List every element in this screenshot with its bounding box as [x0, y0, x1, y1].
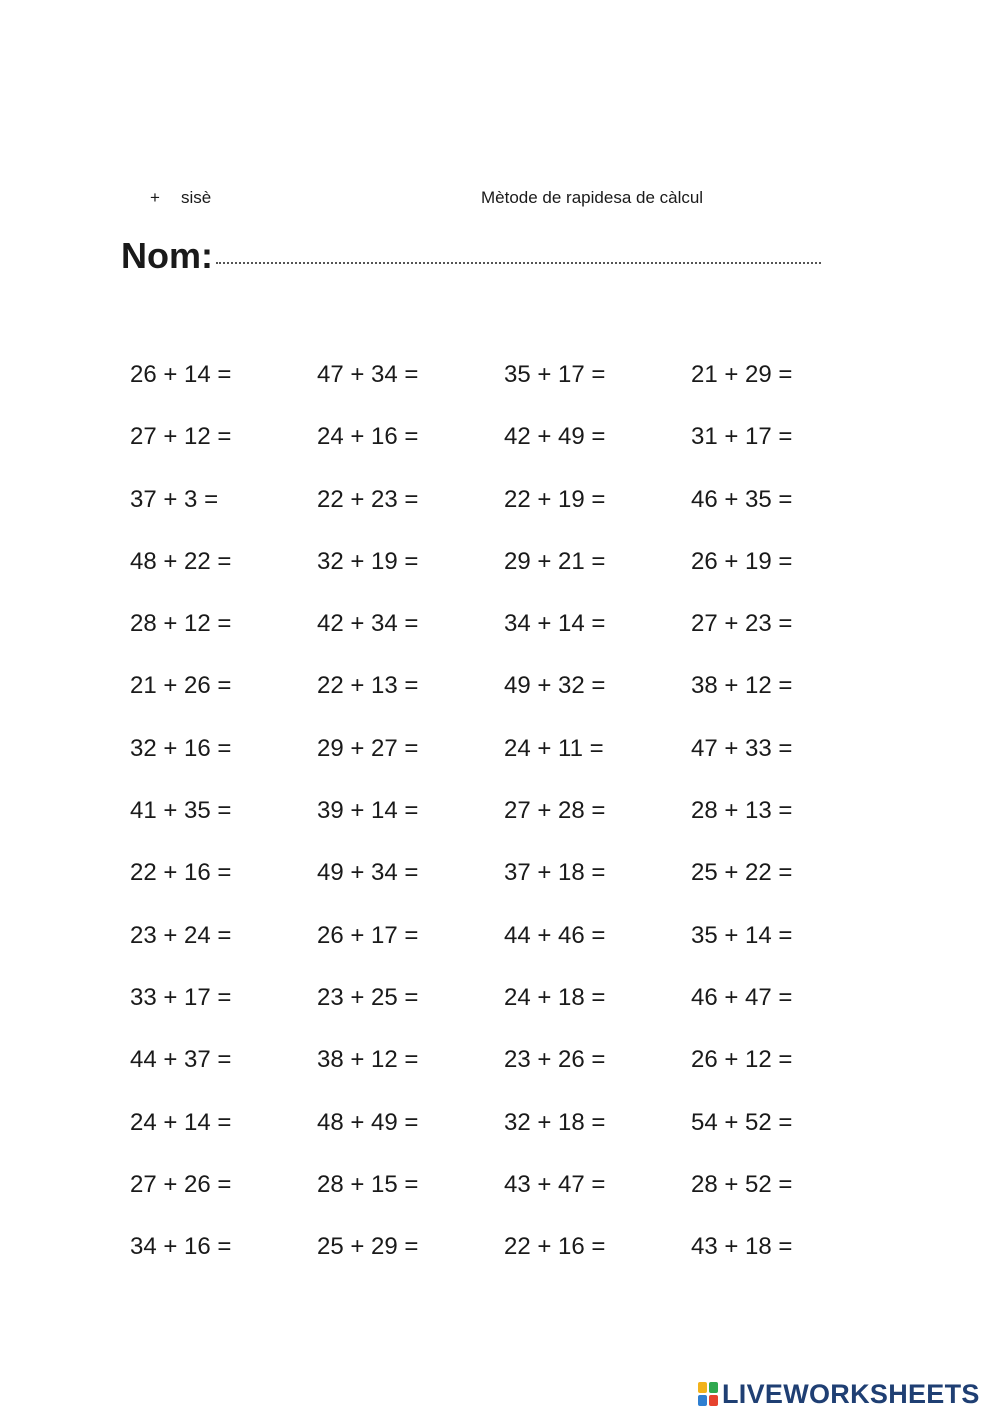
- name-dotted-line[interactable]: [216, 262, 821, 264]
- liveworksheets-logo: [697, 1378, 980, 1410]
- name-field: [121, 236, 821, 276]
- addition-problem: 44 + 46 =: [504, 921, 606, 949]
- plus-symbol: +: [150, 188, 160, 207]
- addition-problem: 31 + 17 =: [691, 423, 793, 451]
- addition-problem: 34 + 16 =: [130, 1233, 232, 1261]
- addition-problem: 34 + 14 =: [504, 610, 606, 638]
- addition-problem: 26 + 19 =: [691, 547, 793, 575]
- addition-problem: 21 + 29 =: [691, 361, 793, 388]
- addition-problem: 25 + 29 =: [317, 1233, 419, 1261]
- addition-problem: 24 + 11 =: [504, 734, 604, 762]
- addition-problem: 32 + 18 =: [504, 1108, 606, 1136]
- addition-problem: 41 + 35 =: [130, 797, 232, 825]
- addition-problem: 37 + 3 =: [130, 485, 219, 513]
- addition-problem: 24 + 16 =: [317, 423, 419, 451]
- addition-problem: 22 + 16 =: [130, 859, 232, 887]
- problem-grid: [130, 358, 890, 1292]
- addition-problem: 28 + 13 =: [691, 797, 793, 825]
- addition-problem: 28 + 52 =: [691, 1170, 793, 1198]
- addition-problem: 48 + 49 =: [317, 1108, 419, 1136]
- logo-text: LIVEWORKSHEETS: [722, 1379, 980, 1409]
- addition-problem: 27 + 28 =: [504, 797, 606, 825]
- addition-problem: 24 + 14 =: [130, 1108, 232, 1136]
- addition-problem: 26 + 14 =: [130, 361, 232, 388]
- addition-problem: 37 + 18 =: [504, 859, 606, 887]
- addition-problem: 38 + 12 =: [317, 1046, 419, 1074]
- addition-problem: 35 + 14 =: [691, 921, 793, 949]
- addition-problem: 27 + 12 =: [130, 423, 232, 451]
- grade-level: sisè: [181, 188, 212, 207]
- worksheet-title: Mètode de rapidesa de càlcul: [481, 188, 704, 207]
- addition-problem: 44 + 37 =: [130, 1046, 232, 1074]
- addition-problem: 48 + 22 =: [130, 547, 232, 575]
- addition-problem: 23 + 25 =: [317, 983, 419, 1011]
- logo-mark-icon: [697, 1381, 719, 1407]
- addition-problem: 47 + 33 =: [691, 734, 793, 762]
- addition-problem: 27 + 23 =: [691, 610, 793, 638]
- addition-problem: 25 + 22 =: [691, 859, 793, 887]
- addition-problem: 43 + 18 =: [691, 1233, 793, 1261]
- addition-problem: 46 + 35 =: [691, 485, 793, 513]
- addition-problem: 29 + 21 =: [504, 547, 606, 575]
- addition-problem: 39 + 14 =: [317, 797, 419, 825]
- name-label: Nom:: [121, 235, 213, 276]
- logo-square: [709, 1395, 718, 1406]
- logo-square: [698, 1382, 707, 1393]
- addition-problem: 49 + 34 =: [317, 859, 419, 887]
- addition-problem: 35 + 17 =: [504, 361, 606, 388]
- addition-problem: 26 + 12 =: [691, 1046, 793, 1074]
- addition-problem: 49 + 32 =: [504, 672, 606, 700]
- addition-problem: 32 + 19 =: [317, 547, 419, 575]
- addition-problem: 22 + 13 =: [317, 672, 419, 700]
- addition-problem: 28 + 15 =: [317, 1170, 419, 1198]
- addition-problem: 46 + 47 =: [691, 983, 793, 1011]
- addition-problem: 22 + 19 =: [504, 485, 606, 513]
- addition-problem: 22 + 23 =: [317, 485, 419, 513]
- addition-problem: 42 + 49 =: [504, 423, 606, 451]
- addition-problem: 21 + 26 =: [130, 672, 232, 700]
- addition-problem: 54 + 52 =: [691, 1108, 793, 1136]
- addition-problem: 27 + 26 =: [130, 1170, 232, 1198]
- addition-problem: 22 + 16 =: [504, 1233, 606, 1261]
- addition-problem: 26 + 17 =: [317, 921, 419, 949]
- addition-problem: 33 + 17 =: [130, 983, 232, 1011]
- addition-problem: 28 + 12 =: [130, 610, 232, 638]
- addition-problem: 43 + 47 =: [504, 1170, 606, 1198]
- addition-problem: 23 + 24 =: [130, 921, 232, 949]
- logo-square: [698, 1395, 707, 1406]
- addition-problem: 47 + 34 =: [317, 361, 419, 388]
- addition-problem: 38 + 12 =: [691, 672, 793, 700]
- addition-problem: 42 + 34 =: [317, 610, 419, 638]
- addition-problem: 32 + 16 =: [130, 734, 232, 762]
- addition-problem: 24 + 18 =: [504, 983, 606, 1011]
- addition-problem: 23 + 26 =: [504, 1046, 606, 1074]
- logo-square: [709, 1382, 718, 1393]
- addition-problem: 29 + 27 =: [317, 734, 419, 762]
